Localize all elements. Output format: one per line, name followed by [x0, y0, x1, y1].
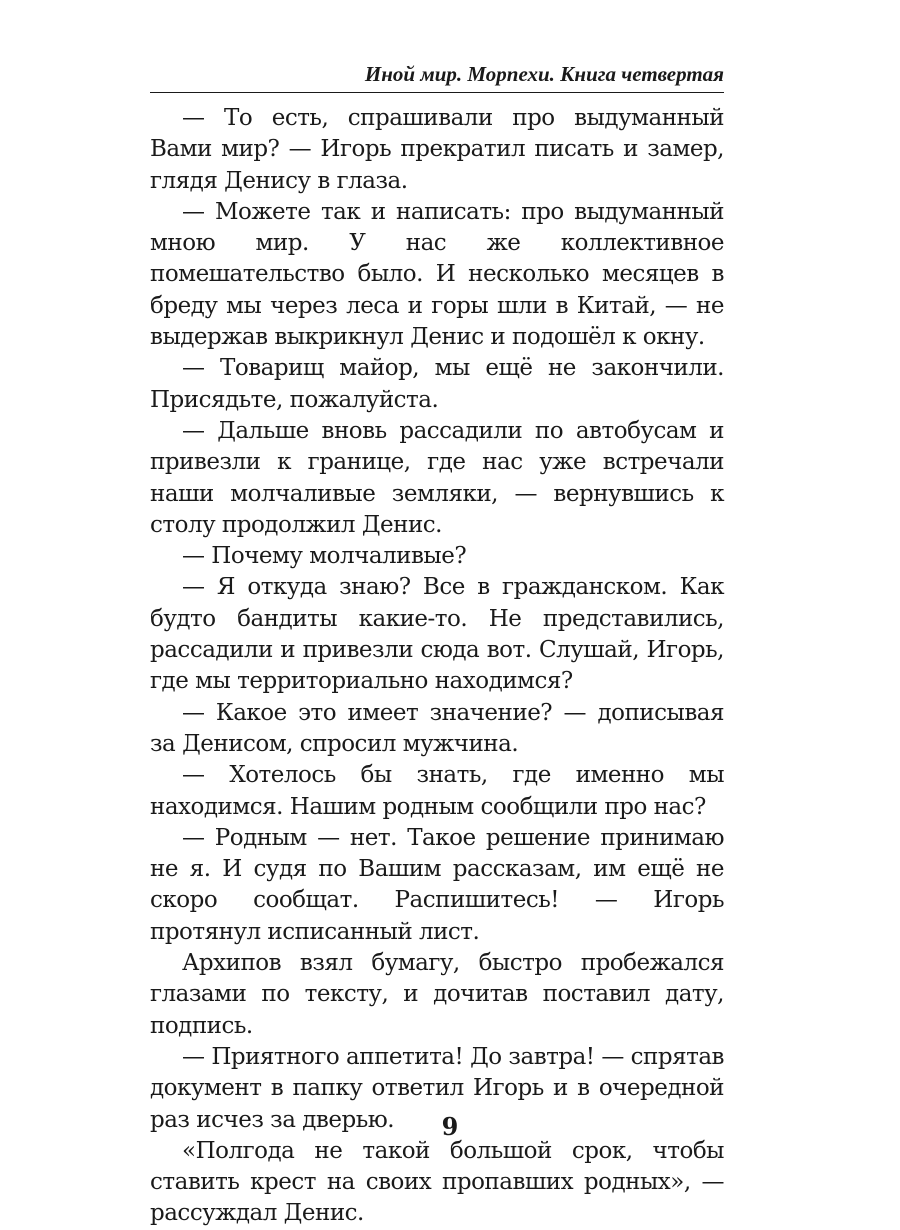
paragraph: — Хотелось бы знать, где именно мы находимся. Нашим родным сообщили про нас?	[150, 762, 724, 820]
paragraph: — Можете так и написать: про выдуманный мною мир. У нас же коллективное помешательство было. И несколько месяцев в бреду мы через леса и горы шли в Китай, — не выдержав выкрикнул Денис и подошёл к окну.	[150, 198, 724, 351]
paragraph: — Какое это имеет значение? — дописывая за Денисом, спросил мужчина.	[150, 699, 724, 757]
paragraph: — Дальше вновь рассадили по автобусам и привезли к границе, где нас уже встречали наши молчаливые земляки, — вернувшись к столу продолжил Денис.	[150, 417, 724, 538]
paragraph: — Родным — нет. Такое решение принимаю не я. И судя по Вашим рассказам, им ещё не скоро сообщат. Распишитесь! — Игорь протянул исписанный лист.	[150, 824, 724, 945]
running-header: Иной мир. Морпехи. Книга четвертая	[150, 62, 724, 93]
paragraph: Архипов взял бумагу, быстро пробежался глазами по тексту, и дочитав поставил дату, подпись.	[150, 950, 724, 1039]
body-text	[150, 103, 724, 1230]
paragraph: — Почему молчаливые?	[182, 543, 467, 570]
paragraph: — Приятного аппетита! До завтра! — спрятав документ в папку ответил Игорь и в очередной раз исчез за дверью.	[150, 1043, 724, 1133]
paragraph: — Товарищ майор, мы ещё не закончили. Присядьте, пожалуйста.	[150, 355, 724, 413]
paragraph: — Я откуда знаю? Все в гражданском. Как будто бандиты какие-то. Не представились, рассадили и привезли сюда вот. Слушай, Игорь, где мы территориально находимся?	[150, 574, 724, 695]
page-number: 9	[441, 1112, 459, 1141]
paragraph: — То есть, спрашивали про выдуманный Вами мир? — Игорь прекратил писать и замер, глядя Денису в глаза.	[150, 105, 724, 194]
paragraph: «Полгода не такой большой срок, чтобы ставить крест на своих пропавших родных», — рассуждал Денис.	[150, 1137, 724, 1227]
